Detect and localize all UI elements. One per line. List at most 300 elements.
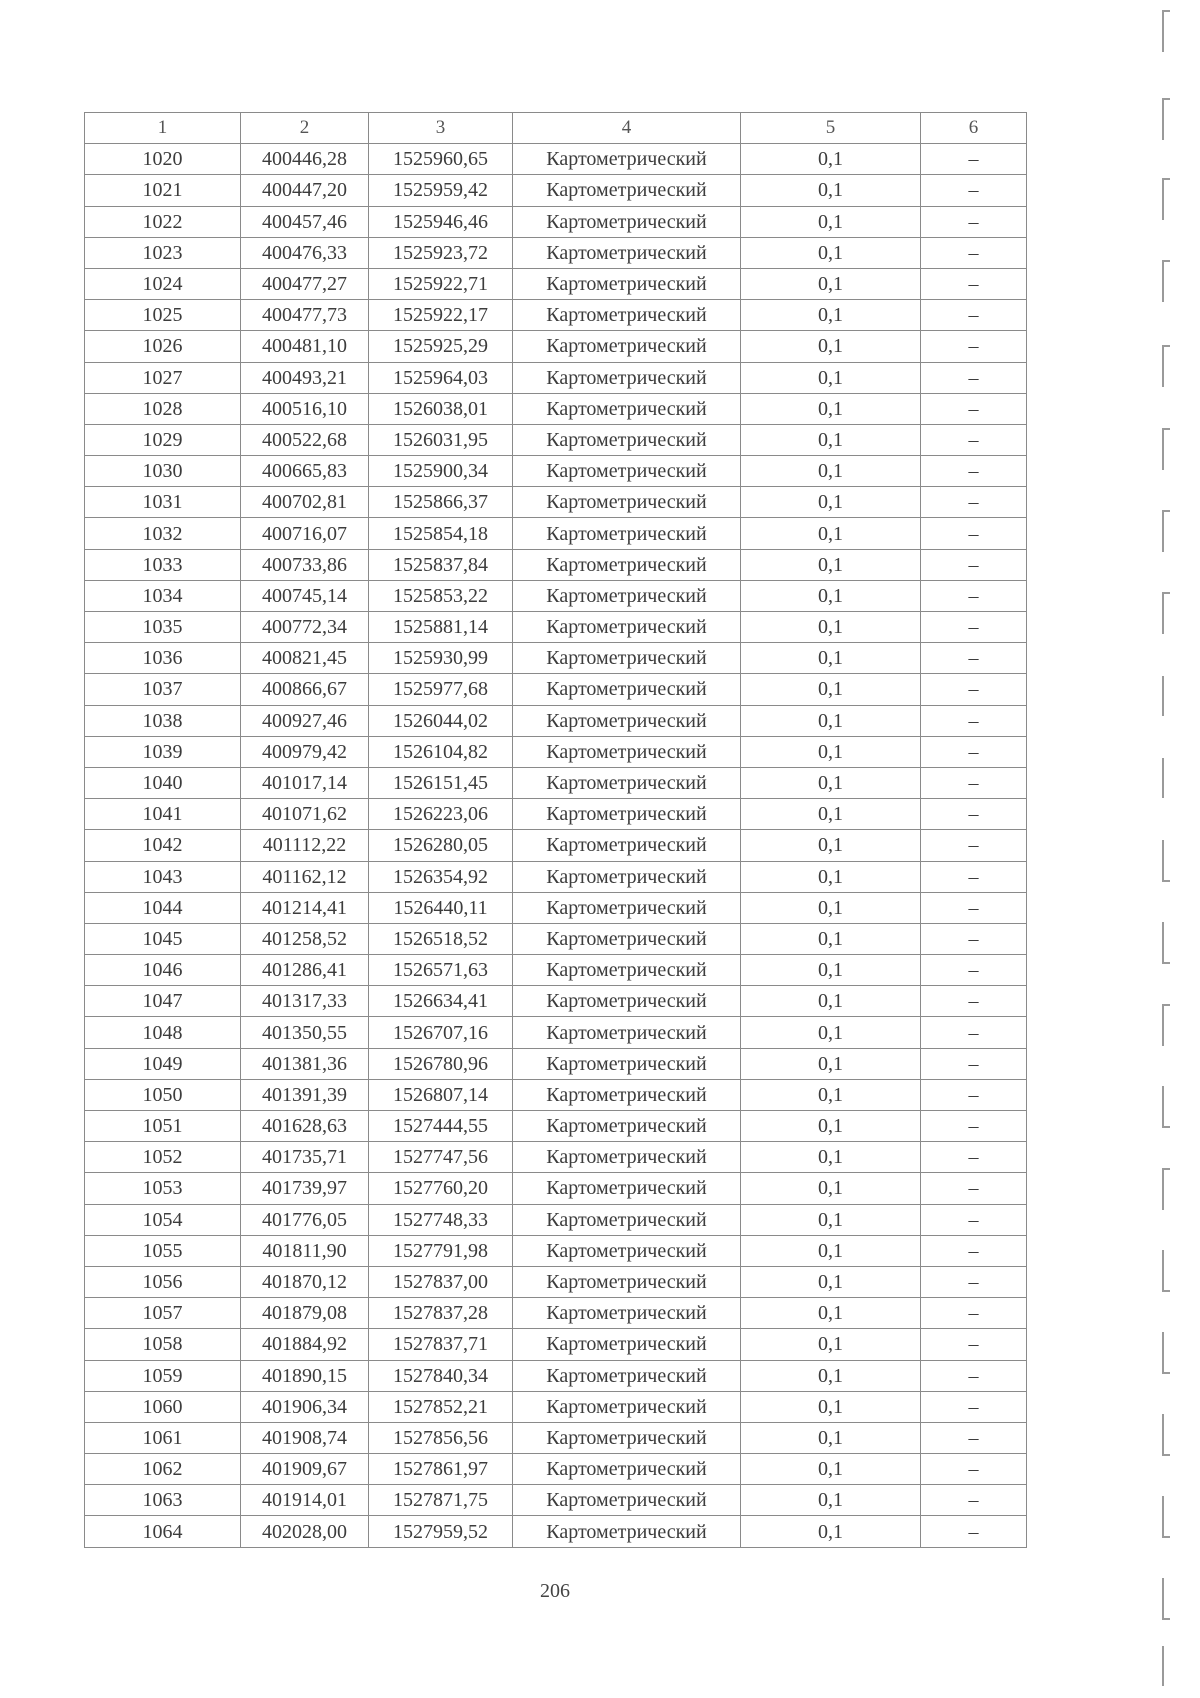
- y-coordinate-cell: 1525854,18: [369, 518, 513, 549]
- x-coordinate-cell: 401884,92: [241, 1329, 369, 1360]
- y-coordinate-cell: 1526780,96: [369, 1048, 513, 1079]
- accuracy-cell: 0,1: [741, 1235, 921, 1266]
- x-coordinate-cell: 401112,22: [241, 830, 369, 861]
- y-coordinate-cell: 1527840,34: [369, 1360, 513, 1391]
- y-coordinate-cell: 1526280,05: [369, 830, 513, 861]
- method-cell: Картометрический: [513, 1048, 741, 1079]
- note-cell: –: [921, 1079, 1027, 1110]
- point-number-cell: 1036: [85, 643, 241, 674]
- y-coordinate-cell: 1526354,92: [369, 861, 513, 892]
- note-cell: –: [921, 1111, 1027, 1142]
- note-cell: –: [921, 861, 1027, 892]
- note-cell: –: [921, 518, 1027, 549]
- method-cell: Картометрический: [513, 456, 741, 487]
- method-cell: Картометрический: [513, 237, 741, 268]
- x-coordinate-cell: 400772,34: [241, 612, 369, 643]
- note-cell: –: [921, 1142, 1027, 1173]
- point-number-cell: 1032: [85, 518, 241, 549]
- x-coordinate-cell: 401879,08: [241, 1298, 369, 1329]
- method-cell: Картометрический: [513, 549, 741, 580]
- y-coordinate-cell: 1526707,16: [369, 1017, 513, 1048]
- method-cell: Картометрический: [513, 674, 741, 705]
- table-row: [85, 1142, 1027, 1173]
- note-cell: –: [921, 1454, 1027, 1485]
- y-coordinate-cell: 1526104,82: [369, 736, 513, 767]
- coordinates-table: [84, 112, 1027, 1548]
- accuracy-cell: 0,1: [741, 144, 921, 175]
- accuracy-cell: 0,1: [741, 892, 921, 923]
- table-row: [85, 1329, 1027, 1360]
- point-number-cell: 1063: [85, 1485, 241, 1516]
- y-coordinate-cell: 1527856,56: [369, 1422, 513, 1453]
- table-row: [85, 1454, 1027, 1485]
- table-row: [85, 1204, 1027, 1235]
- scan-margin-mark: [1162, 758, 1170, 798]
- accuracy-cell: 0,1: [741, 549, 921, 580]
- y-coordinate-cell: 1527748,33: [369, 1204, 513, 1235]
- method-cell: Картометрический: [513, 1454, 741, 1485]
- accuracy-cell: 0,1: [741, 1329, 921, 1360]
- note-cell: –: [921, 767, 1027, 798]
- point-number-cell: 1029: [85, 424, 241, 455]
- note-cell: –: [921, 1048, 1027, 1079]
- x-coordinate-cell: 400716,07: [241, 518, 369, 549]
- y-coordinate-cell: 1526807,14: [369, 1079, 513, 1110]
- scan-margin-mark: [1162, 840, 1170, 882]
- y-coordinate-cell: 1527837,71: [369, 1329, 513, 1360]
- x-coordinate-cell: 401735,71: [241, 1142, 369, 1173]
- point-number-cell: 1021: [85, 175, 241, 206]
- accuracy-cell: 0,1: [741, 1017, 921, 1048]
- method-cell: Картометрический: [513, 923, 741, 954]
- note-cell: –: [921, 736, 1027, 767]
- method-cell: Картометрический: [513, 206, 741, 237]
- accuracy-cell: 0,1: [741, 861, 921, 892]
- accuracy-cell: 0,1: [741, 1173, 921, 1204]
- point-number-cell: 1051: [85, 1111, 241, 1142]
- table-row: [85, 643, 1027, 674]
- y-coordinate-cell: 1527861,97: [369, 1454, 513, 1485]
- scan-margin-mark: [1162, 510, 1170, 552]
- method-cell: Картометрический: [513, 1516, 741, 1547]
- y-coordinate-cell: 1526151,45: [369, 767, 513, 798]
- table-row: [85, 1298, 1027, 1329]
- scan-margin-mark: [1162, 1414, 1170, 1456]
- x-coordinate-cell: 400866,67: [241, 674, 369, 705]
- accuracy-cell: 0,1: [741, 424, 921, 455]
- y-coordinate-cell: 1525866,37: [369, 487, 513, 518]
- table-row: [85, 955, 1027, 986]
- column-header: 3: [369, 113, 513, 144]
- scan-margin-mark: [1162, 10, 1170, 52]
- x-coordinate-cell: 401381,36: [241, 1048, 369, 1079]
- y-coordinate-cell: 1525853,22: [369, 580, 513, 611]
- scan-margin-mark: [1162, 1332, 1170, 1374]
- note-cell: –: [921, 175, 1027, 206]
- scan-margin-mark: [1162, 260, 1170, 302]
- note-cell: –: [921, 549, 1027, 580]
- table-row: [85, 237, 1027, 268]
- note-cell: –: [921, 1329, 1027, 1360]
- table-row: [85, 923, 1027, 954]
- y-coordinate-cell: 1526223,06: [369, 799, 513, 830]
- accuracy-cell: 0,1: [741, 300, 921, 331]
- y-coordinate-cell: 1526518,52: [369, 923, 513, 954]
- table-row: [85, 861, 1027, 892]
- method-cell: Картометрический: [513, 1391, 741, 1422]
- table-row: [85, 612, 1027, 643]
- x-coordinate-cell: 401214,41: [241, 892, 369, 923]
- note-cell: –: [921, 643, 1027, 674]
- column-header: 4: [513, 113, 741, 144]
- y-coordinate-cell: 1525925,29: [369, 331, 513, 362]
- scan-margin-mark: [1162, 345, 1170, 387]
- accuracy-cell: 0,1: [741, 923, 921, 954]
- y-coordinate-cell: 1525922,71: [369, 268, 513, 299]
- accuracy-cell: 0,1: [741, 237, 921, 268]
- method-cell: Картометрический: [513, 767, 741, 798]
- x-coordinate-cell: 401628,63: [241, 1111, 369, 1142]
- scan-margin-mark: [1162, 1250, 1170, 1292]
- point-number-cell: 1064: [85, 1516, 241, 1547]
- x-coordinate-cell: 400522,68: [241, 424, 369, 455]
- scan-margin-mark: [1162, 1004, 1170, 1046]
- point-number-cell: 1050: [85, 1079, 241, 1110]
- note-cell: –: [921, 1516, 1027, 1547]
- table-row: [85, 1516, 1027, 1547]
- table-row: [85, 487, 1027, 518]
- point-number-cell: 1047: [85, 986, 241, 1017]
- note-cell: –: [921, 1173, 1027, 1204]
- accuracy-cell: 0,1: [741, 830, 921, 861]
- point-number-cell: 1044: [85, 892, 241, 923]
- note-cell: –: [921, 456, 1027, 487]
- method-cell: Картометрический: [513, 487, 741, 518]
- point-number-cell: 1043: [85, 861, 241, 892]
- y-coordinate-cell: 1527852,21: [369, 1391, 513, 1422]
- y-coordinate-cell: 1526038,01: [369, 393, 513, 424]
- point-number-cell: 1020: [85, 144, 241, 175]
- note-cell: –: [921, 1235, 1027, 1266]
- column-header: 1: [85, 113, 241, 144]
- x-coordinate-cell: 401870,12: [241, 1266, 369, 1297]
- y-coordinate-cell: 1525977,68: [369, 674, 513, 705]
- y-coordinate-cell: 1525960,65: [369, 144, 513, 175]
- note-cell: –: [921, 487, 1027, 518]
- column-header: 2: [241, 113, 369, 144]
- method-cell: Картометрический: [513, 705, 741, 736]
- table-row: [85, 300, 1027, 331]
- accuracy-cell: 0,1: [741, 612, 921, 643]
- x-coordinate-cell: 400702,81: [241, 487, 369, 518]
- method-cell: Картометрический: [513, 580, 741, 611]
- method-cell: Картометрический: [513, 955, 741, 986]
- note-cell: –: [921, 300, 1027, 331]
- method-cell: Картометрический: [513, 612, 741, 643]
- x-coordinate-cell: 401776,05: [241, 1204, 369, 1235]
- method-cell: Картометрический: [513, 1298, 741, 1329]
- note-cell: –: [921, 923, 1027, 954]
- x-coordinate-cell: 400446,28: [241, 144, 369, 175]
- point-number-cell: 1033: [85, 549, 241, 580]
- point-number-cell: 1041: [85, 799, 241, 830]
- method-cell: Картометрический: [513, 799, 741, 830]
- y-coordinate-cell: 1525923,72: [369, 237, 513, 268]
- accuracy-cell: 0,1: [741, 674, 921, 705]
- x-coordinate-cell: 402028,00: [241, 1516, 369, 1547]
- x-coordinate-cell: 401908,74: [241, 1422, 369, 1453]
- point-number-cell: 1034: [85, 580, 241, 611]
- point-number-cell: 1049: [85, 1048, 241, 1079]
- point-number-cell: 1037: [85, 674, 241, 705]
- note-cell: –: [921, 1360, 1027, 1391]
- accuracy-cell: 0,1: [741, 1048, 921, 1079]
- table-row: [85, 1391, 1027, 1422]
- page-number: 206: [540, 1580, 570, 1602]
- x-coordinate-cell: 401017,14: [241, 767, 369, 798]
- table-header-row: [85, 113, 1027, 144]
- note-cell: –: [921, 424, 1027, 455]
- accuracy-cell: 0,1: [741, 1111, 921, 1142]
- table-row: [85, 393, 1027, 424]
- x-coordinate-cell: 401811,90: [241, 1235, 369, 1266]
- table-row: [85, 580, 1027, 611]
- accuracy-cell: 0,1: [741, 456, 921, 487]
- y-coordinate-cell: 1526044,02: [369, 705, 513, 736]
- point-number-cell: 1048: [85, 1017, 241, 1048]
- point-number-cell: 1039: [85, 736, 241, 767]
- table-row: [85, 705, 1027, 736]
- point-number-cell: 1052: [85, 1142, 241, 1173]
- point-number-cell: 1062: [85, 1454, 241, 1485]
- note-cell: –: [921, 393, 1027, 424]
- x-coordinate-cell: 400477,73: [241, 300, 369, 331]
- x-coordinate-cell: 400927,46: [241, 705, 369, 736]
- x-coordinate-cell: 401286,41: [241, 955, 369, 986]
- y-coordinate-cell: 1527444,55: [369, 1111, 513, 1142]
- table-row: [85, 986, 1027, 1017]
- y-coordinate-cell: 1527747,56: [369, 1142, 513, 1173]
- accuracy-cell: 0,1: [741, 393, 921, 424]
- point-number-cell: 1054: [85, 1204, 241, 1235]
- table-row: [85, 1266, 1027, 1297]
- x-coordinate-cell: 401317,33: [241, 986, 369, 1017]
- scan-margin-mark: [1162, 1168, 1170, 1210]
- table-row: [85, 799, 1027, 830]
- scan-margin-marks: [1158, 10, 1188, 1690]
- x-coordinate-cell: 401739,97: [241, 1173, 369, 1204]
- y-coordinate-cell: 1525930,99: [369, 643, 513, 674]
- table-row: [85, 1048, 1027, 1079]
- method-cell: Картометрический: [513, 1266, 741, 1297]
- method-cell: Картометрический: [513, 362, 741, 393]
- y-coordinate-cell: 1526440,11: [369, 892, 513, 923]
- method-cell: Картометрический: [513, 1360, 741, 1391]
- table-row: [85, 268, 1027, 299]
- method-cell: Картометрический: [513, 986, 741, 1017]
- point-number-cell: 1046: [85, 955, 241, 986]
- table-row: [85, 892, 1027, 923]
- y-coordinate-cell: 1525881,14: [369, 612, 513, 643]
- x-coordinate-cell: 400476,33: [241, 237, 369, 268]
- point-number-cell: 1026: [85, 331, 241, 362]
- x-coordinate-cell: 401914,01: [241, 1485, 369, 1516]
- y-coordinate-cell: 1526571,63: [369, 955, 513, 986]
- x-coordinate-cell: 400447,20: [241, 175, 369, 206]
- note-cell: –: [921, 1391, 1027, 1422]
- table-row: [85, 1017, 1027, 1048]
- table-row: [85, 362, 1027, 393]
- accuracy-cell: 0,1: [741, 767, 921, 798]
- note-cell: –: [921, 331, 1027, 362]
- point-number-cell: 1055: [85, 1235, 241, 1266]
- method-cell: Картометрический: [513, 1485, 741, 1516]
- method-cell: Картометрический: [513, 643, 741, 674]
- scan-margin-mark: [1162, 1086, 1170, 1128]
- x-coordinate-cell: 400477,27: [241, 268, 369, 299]
- point-number-cell: 1028: [85, 393, 241, 424]
- note-cell: –: [921, 1204, 1027, 1235]
- table-row: [85, 424, 1027, 455]
- point-number-cell: 1030: [85, 456, 241, 487]
- accuracy-cell: 0,1: [741, 736, 921, 767]
- table-row: [85, 830, 1027, 861]
- note-cell: –: [921, 955, 1027, 986]
- accuracy-cell: 0,1: [741, 518, 921, 549]
- accuracy-cell: 0,1: [741, 362, 921, 393]
- method-cell: Картометрический: [513, 892, 741, 923]
- y-coordinate-cell: 1527791,98: [369, 1235, 513, 1266]
- y-coordinate-cell: 1527871,75: [369, 1485, 513, 1516]
- x-coordinate-cell: 400821,45: [241, 643, 369, 674]
- method-cell: Картометрический: [513, 300, 741, 331]
- scan-margin-mark: [1162, 592, 1170, 634]
- accuracy-cell: 0,1: [741, 1454, 921, 1485]
- note-cell: –: [921, 1422, 1027, 1453]
- note-cell: –: [921, 1266, 1027, 1297]
- x-coordinate-cell: 401350,55: [241, 1017, 369, 1048]
- scan-margin-mark: [1162, 178, 1170, 220]
- point-number-cell: 1035: [85, 612, 241, 643]
- point-number-cell: 1022: [85, 206, 241, 237]
- method-cell: Картометрический: [513, 268, 741, 299]
- accuracy-cell: 0,1: [741, 643, 921, 674]
- method-cell: Картометрический: [513, 1422, 741, 1453]
- method-cell: Картометрический: [513, 1235, 741, 1266]
- method-cell: Картометрический: [513, 861, 741, 892]
- y-coordinate-cell: 1525946,46: [369, 206, 513, 237]
- accuracy-cell: 0,1: [741, 705, 921, 736]
- note-cell: –: [921, 1298, 1027, 1329]
- accuracy-cell: 0,1: [741, 487, 921, 518]
- point-number-cell: 1038: [85, 705, 241, 736]
- point-number-cell: 1031: [85, 487, 241, 518]
- note-cell: –: [921, 612, 1027, 643]
- note-cell: –: [921, 986, 1027, 1017]
- method-cell: Картометрический: [513, 175, 741, 206]
- accuracy-cell: 0,1: [741, 175, 921, 206]
- table-row: [85, 1111, 1027, 1142]
- note-cell: –: [921, 705, 1027, 736]
- x-coordinate-cell: 401906,34: [241, 1391, 369, 1422]
- method-cell: Картометрический: [513, 1204, 741, 1235]
- table-row: [85, 1235, 1027, 1266]
- scan-margin-mark: [1162, 922, 1170, 964]
- table-row: [85, 549, 1027, 580]
- table-row: [85, 1422, 1027, 1453]
- accuracy-cell: 0,1: [741, 799, 921, 830]
- accuracy-cell: 0,1: [741, 1422, 921, 1453]
- note-cell: –: [921, 1017, 1027, 1048]
- scan-margin-mark: [1162, 1646, 1170, 1686]
- scan-margin-mark: [1162, 98, 1170, 140]
- note-cell: –: [921, 144, 1027, 175]
- note-cell: –: [921, 892, 1027, 923]
- method-cell: Картометрический: [513, 1079, 741, 1110]
- scan-margin-mark: [1162, 428, 1170, 470]
- x-coordinate-cell: 400493,21: [241, 362, 369, 393]
- accuracy-cell: 0,1: [741, 1298, 921, 1329]
- x-coordinate-cell: 401162,12: [241, 861, 369, 892]
- point-number-cell: 1058: [85, 1329, 241, 1360]
- table-row: [85, 1360, 1027, 1391]
- note-cell: –: [921, 268, 1027, 299]
- note-cell: –: [921, 362, 1027, 393]
- point-number-cell: 1024: [85, 268, 241, 299]
- note-cell: –: [921, 674, 1027, 705]
- table-row: [85, 767, 1027, 798]
- y-coordinate-cell: 1527760,20: [369, 1173, 513, 1204]
- point-number-cell: 1045: [85, 923, 241, 954]
- method-cell: Картометрический: [513, 1017, 741, 1048]
- y-coordinate-cell: 1526031,95: [369, 424, 513, 455]
- x-coordinate-cell: 400516,10: [241, 393, 369, 424]
- accuracy-cell: 0,1: [741, 331, 921, 362]
- x-coordinate-cell: 401890,15: [241, 1360, 369, 1391]
- note-cell: –: [921, 799, 1027, 830]
- method-cell: Картометрический: [513, 1111, 741, 1142]
- scan-margin-mark: [1162, 1578, 1170, 1620]
- note-cell: –: [921, 1485, 1027, 1516]
- y-coordinate-cell: 1527837,00: [369, 1266, 513, 1297]
- table-row: [85, 144, 1027, 175]
- x-coordinate-cell: 400457,46: [241, 206, 369, 237]
- point-number-cell: 1056: [85, 1266, 241, 1297]
- table-row: [85, 206, 1027, 237]
- x-coordinate-cell: 401071,62: [241, 799, 369, 830]
- x-coordinate-cell: 400733,86: [241, 549, 369, 580]
- accuracy-cell: 0,1: [741, 580, 921, 611]
- x-coordinate-cell: 400481,10: [241, 331, 369, 362]
- accuracy-cell: 0,1: [741, 955, 921, 986]
- point-number-cell: 1057: [85, 1298, 241, 1329]
- x-coordinate-cell: 401391,39: [241, 1079, 369, 1110]
- table-row: [85, 674, 1027, 705]
- method-cell: Картометрический: [513, 393, 741, 424]
- method-cell: Картометрический: [513, 1329, 741, 1360]
- method-cell: Картометрический: [513, 1142, 741, 1173]
- accuracy-cell: 0,1: [741, 986, 921, 1017]
- point-number-cell: 1042: [85, 830, 241, 861]
- method-cell: Картометрический: [513, 331, 741, 362]
- accuracy-cell: 0,1: [741, 1360, 921, 1391]
- accuracy-cell: 0,1: [741, 1516, 921, 1547]
- table-row: [85, 1485, 1027, 1516]
- point-number-cell: 1061: [85, 1422, 241, 1453]
- point-number-cell: 1060: [85, 1391, 241, 1422]
- point-number-cell: 1053: [85, 1173, 241, 1204]
- table-row: [85, 736, 1027, 767]
